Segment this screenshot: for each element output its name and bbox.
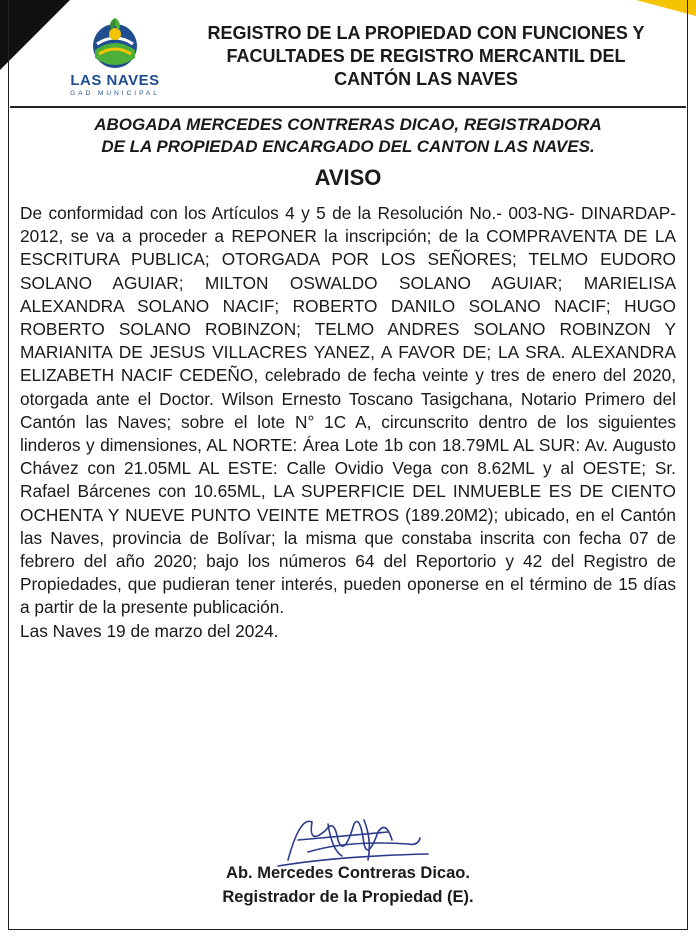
place-date: Las Naves 19 de marzo del 2024.: [20, 620, 279, 641]
header: [12, 0, 684, 104]
registry-title: [168, 22, 684, 91]
registry-title-line: REGISTRO DE LA PROPIEDAD CON FUNCIONES Y: [207, 23, 645, 43]
signer-role: Registrador de la Propiedad (E).: [222, 888, 474, 906]
intro-line: DE LA PROPIEDAD ENCARGADO DEL CANTON LAS NAVES.: [101, 137, 595, 156]
registry-title-line: FACULTADES DE REGISTRO MERCANTIL DEL: [226, 46, 626, 66]
intro-statement: [20, 114, 676, 158]
signer-name: Ab. Mercedes Contreras Dicao.: [226, 864, 470, 882]
logo-name: LAS NAVES: [70, 72, 160, 89]
notice-heading: AVISO: [314, 165, 382, 190]
municipal-logo: [50, 14, 180, 100]
notice-paragraph: De conformidad con los Artículos 4 y 5 de la Resolución No.- 003-NG- DINARDAP-2012, se va a proceder a REPONER la inscripción; de la COMPRAVENTA DE LA ESCRITURA PUBLICA; OTORGADA POR LOS SEÑORES; TELMO EUDORO SOLANO AGUIAR; MILTON OSWALDO SOLANO AGUIAR; MARIELISA ALEXANDRA SOLANO NACIF; ROBERTO DANILO SOLANO NACIF; HUGO ROBERTO SOLANO ROBINZON; TELMO ANDRES SOLANO ROBINZON Y MARIANITA DE JESUS VILLACRES YANEZ, A FAVOR DE; LA SRA. ALEXANDRA ELIZABETH NACIF CEDEÑO, celebrado de fecha veinte y tres de enero del 2020, otorgada ante el Doctor. Wilson Ernesto Toscano Tasigchana, Notario Primero del Cantón las Naves; sobre el lote N° 1C A, circunscrito dentro de los siguientes linderos y dimensiones, AL NORTE: Área Lote 1b con 18.79ML AL SUR: Av. Augusto Chávez con 21.05ML AL ESTE: Calle Ovidio Vega con 8.62ML y al OESTE; Sr. Rafael Bárcenes con 10.65ML, LA SUPERFICIE DEL INMUEBLE ES DE CIENTO OCHENTA Y NUEVE PUNTO VEINTE METROS (189.20M2); ubicado, en el Cantón las Naves, provincia de Bolívar; la misma que constaba inscrita con fecha 07 de febrero del año 2020; bajo los números 64 del Reportorio y 42 del Registro de Propiedades, que pudieran tener interés, pueden oponerse en el término de 15 días a partir de la presente publicación.: [20, 203, 676, 618]
registry-title-line: CANTÓN LAS NAVES: [334, 69, 518, 89]
notice-body: [20, 202, 676, 643]
header-divider: [10, 106, 686, 108]
logo-emblem-icon: [86, 14, 144, 72]
logo-subtitle: GAD MUNICIPAL: [70, 90, 160, 97]
intro-line: ABOGADA MERCEDES CONTRERAS DICAO, REGISTRADORA: [94, 115, 602, 134]
